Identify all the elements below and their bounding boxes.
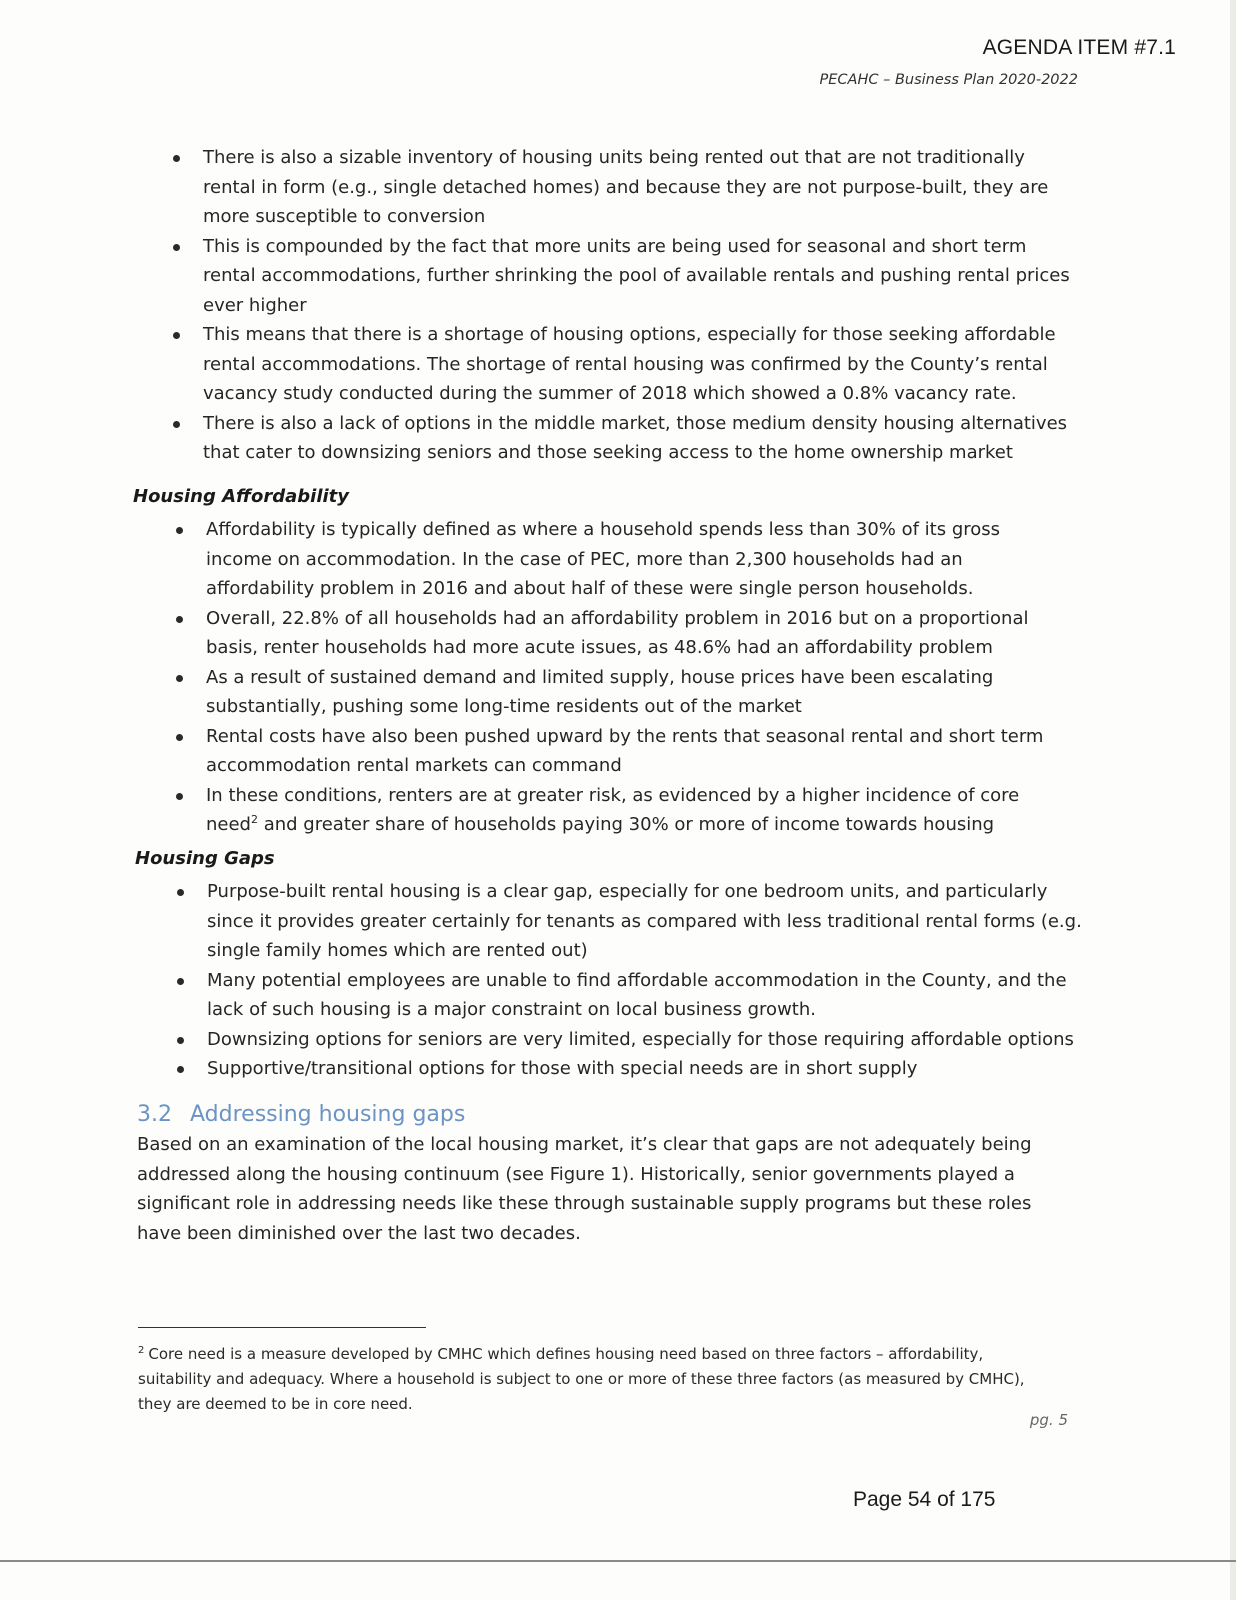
list-item: Affordability is typically defined as where a household spends less than 30% of its gross income on accommodation. In the case of PEC, more than 2,300 households had an affordability problem in 2016 and about half of these were single person households. — [176, 515, 1066, 604]
agenda-item-label: AGENDA ITEM #7.1 — [982, 36, 1176, 59]
section-paragraph: Based on an examination of the local housing market, it’s clear that gaps are not adequately being addressed along the housing continuum (see Figure 1). Historically, senior governments played a significant role in addressing needs like these through sustainable supply programs but these roles have been diminished over the last two decades. — [137, 1134, 1032, 1244]
footnote-marker: 2 — [138, 1345, 145, 1356]
list-item: Downsizing options for seniors are very limited, especially for those requiring affordable options — [177, 1025, 1097, 1055]
list-item: This is compounded by the fact that more units are being used for seasonal and short term rental accommodations, further shrinking the pool of available rentals and pushing rental prices ever higher — [173, 232, 1073, 321]
list-item: There is also a sizable inventory of housing units being rented out that are not traditionally rental in form (e.g., single detached homes) and because they are not purpose-built, they are more susceptible to conversion — [173, 143, 1073, 232]
list-item: Rental costs have also been pushed upward by the rents that seasonal rental and short term accommodation rental markets can command — [176, 722, 1066, 781]
list-item — [176, 781, 1066, 840]
section-title: Addressing housing gaps — [190, 1102, 466, 1127]
list-item: This means that there is a shortage of housing options, especially for those seeking affordable rental accommodations. The shortage of rental housing was confirmed by the County’s rental vacancy study conducted during the summer of 2018 which showed a 0.8% vacancy rate. — [173, 320, 1073, 409]
list-item: Purpose-built rental housing is a clear gap, especially for one bedroom units, and particularly since it provides greater certainly for tenants as compared with less traditional rental forms (e.g. single family homes which are rented out) — [177, 877, 1097, 966]
list-item: As a result of sustained demand and limited supply, house prices have been escalating substantially, pushing some long-time residents out of the market — [176, 663, 1066, 722]
footnote-divider — [138, 1327, 426, 1328]
intro-bullet-list — [173, 143, 1073, 468]
document-title: PECAHC – Business Plan 2020-2022 — [819, 72, 1078, 88]
affordability-bullet-list — [176, 515, 1066, 840]
affordability-heading: Housing Affordability — [133, 486, 350, 507]
page-edge — [1230, 0, 1236, 1600]
list-item: There is also a lack of options in the middle market, those medium density housing alternatives that cater to downsizing seniors and those seeking access to the home ownership market — [173, 409, 1073, 468]
list-item: Supportive/transitional options for those with special needs are in short supply — [177, 1054, 1097, 1084]
footnote — [138, 1338, 1058, 1417]
section-number: 3.2 — [137, 1102, 172, 1127]
list-item: Many potential employees are unable to find affordable accommodation in the County, and the lack of such housing is a major constraint on local business growth. — [177, 966, 1097, 1025]
section-heading — [137, 1102, 465, 1127]
gaps-heading: Housing Gaps — [135, 848, 275, 869]
bullet-text-part: In these conditions, renters are at greater risk, as evidenced by a higher incidence of core need — [206, 784, 1020, 835]
bullet-text-part: and greater share of households paying 30% or more of income towards housing — [257, 814, 995, 835]
footnote-text: Core need is a measure developed by CMHC which defines housing need based on three factors – affordability, suitability and adequacy. Where a household is subject to one or more of these three factors (as measured by CMHC), they are deemed to be in core need. — [138, 1345, 1025, 1413]
bottom-border — [0, 1560, 1236, 1562]
page-count: Page 54 of 175 — [853, 1488, 996, 1511]
gaps-bullet-list — [177, 877, 1097, 1084]
footnote-reference[interactable]: 2 — [250, 813, 258, 826]
document-page-number: pg. 5 — [1029, 1411, 1068, 1429]
list-item: Overall, 22.8% of all households had an affordability problem in 2016 but on a proportional basis, renter households had more acute issues, as 48.6% had an affordability problem — [176, 604, 1066, 663]
